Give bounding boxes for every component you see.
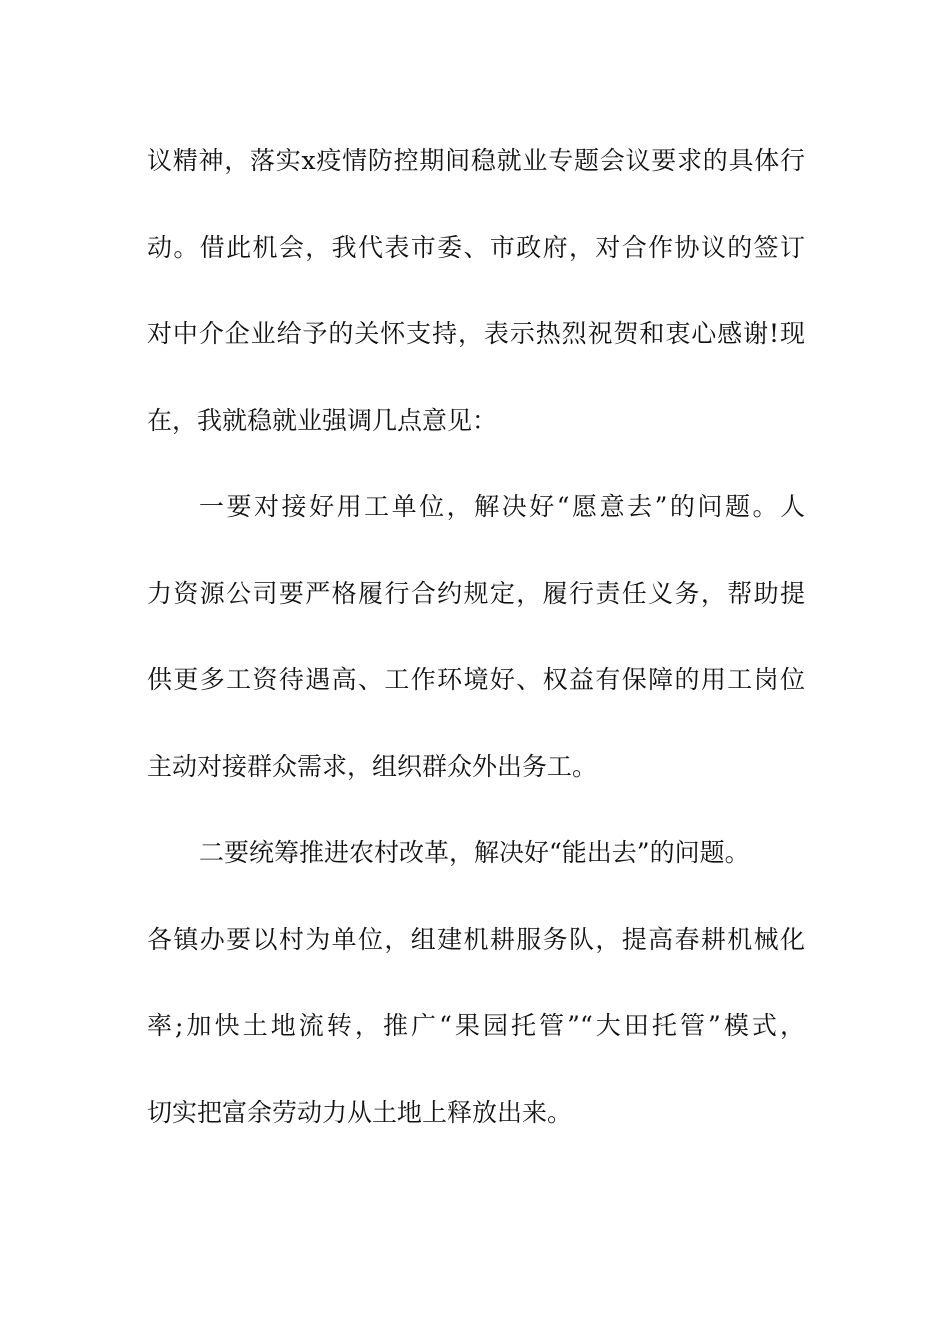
text-line-4: 在，我就稳就业强调几点意见： — [147, 406, 498, 435]
text-line-2: 动。借此机会，我代表市委、市政府，对合作协议的签订 — [147, 233, 805, 262]
text-line-3: 对中介企业给予的关怀支持，表示热烈祝贺和衷心感谢!现 — [147, 319, 805, 348]
paragraph-2-line-2: 各镇办要以村为单位，组建机耕服务队，提高春耕机械化 — [147, 925, 805, 954]
paragraph-1-line-3: 供更多工资待遇高、工作环境好、权益有保障的用工岗位 — [147, 665, 805, 694]
paragraph-2-line-3: 率;加快土地流转，推广“果园托管”“大田托管”模式， — [147, 1011, 805, 1040]
paragraph-2-line-4: 切实把富余劳动力从土地上释放出来。 — [147, 1098, 573, 1127]
paragraph-1-line-4: 主动对接群众需求，组织群众外出务工。 — [147, 752, 598, 781]
paragraph-2-line-1: 二要统筹推进农村改革，解决好“能出去”的问题。 — [199, 838, 750, 867]
paragraph-1-line-1: 一要对接好用工单位，解决好“愿意去”的问题。人 — [199, 492, 805, 521]
text-line-1: 议精神，落实x疫情防控期间稳就业专题会议要求的具体行 — [147, 146, 805, 175]
paragraph-1-line-2: 力资源公司要严格履行合约规定，履行责任义务，帮助提 — [147, 579, 805, 608]
